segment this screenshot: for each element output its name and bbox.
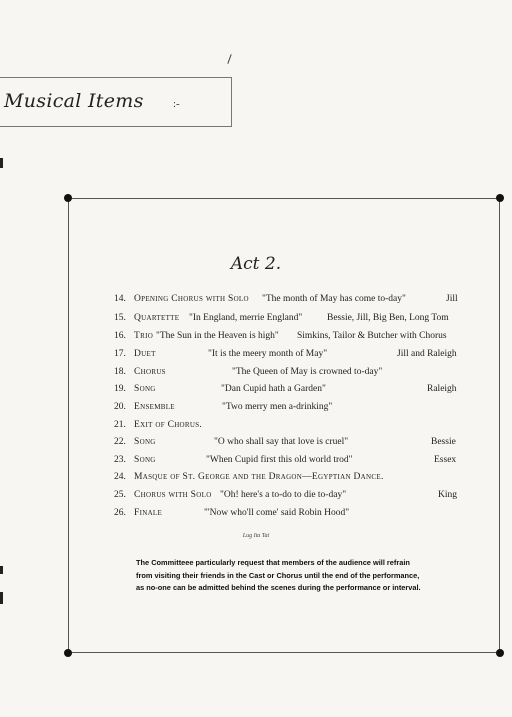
item-number: 18.	[114, 367, 126, 377]
frame-corner-dot	[496, 649, 504, 657]
item-type: Duet	[134, 349, 156, 359]
program-item	[0, 349, 512, 363]
item-performers: Raleigh	[427, 384, 457, 394]
committee-notice	[136, 557, 466, 595]
item-performers: King	[438, 490, 457, 500]
item-type: Song	[134, 437, 156, 447]
program-item	[0, 331, 512, 345]
item-type: Finale	[134, 508, 163, 518]
item-number: 19.	[114, 384, 126, 394]
item-performers: Bessie, Jill, Big Ben, Long Tom	[327, 313, 449, 323]
item-type: Ensemble	[134, 402, 175, 412]
margin-mark	[0, 566, 3, 574]
frame-corner-dot	[64, 194, 72, 202]
margin-mark	[0, 158, 3, 168]
item-number: 24.	[114, 472, 126, 482]
item-number: 21.	[114, 420, 126, 430]
item-title: "In England, merrie England"	[189, 313, 303, 323]
item-number: 16.	[114, 331, 126, 341]
frame-corner-dot	[496, 194, 504, 202]
program-item	[0, 402, 512, 416]
program-item	[0, 437, 512, 451]
program-item	[0, 313, 512, 327]
item-type: Chorus	[134, 367, 166, 377]
item-type: Song	[134, 455, 156, 465]
program-item	[0, 367, 512, 381]
item-title: "When Cupid first this old world trod"	[206, 455, 353, 465]
item-title: "Dan Cupid hath a Garden"	[221, 384, 326, 394]
item-performers: Simkins, Tailor & Butcher with Chorus	[297, 331, 447, 341]
notice-line: from visiting their friends in the Cast or Chorus until the end of the performance,	[136, 570, 420, 580]
item-performers: Bessie	[431, 437, 456, 447]
frame-corner-dot	[64, 649, 72, 657]
item-type: Trio	[134, 331, 154, 341]
item-performers: Jill	[446, 294, 458, 304]
program-item	[0, 455, 512, 469]
item-type: Quartette	[134, 313, 180, 323]
program-item	[0, 384, 512, 398]
item-title: "'Now who'll come' said Robin Hood"	[204, 508, 350, 518]
pen-mark	[227, 54, 231, 64]
act-title: Act 2.	[230, 254, 282, 274]
item-number: 22.	[114, 437, 126, 447]
item-number: 25.	[114, 490, 126, 500]
item-type: Masque of St. George and the Dragon—Egyptian Dance.	[134, 472, 384, 482]
notice-line: The Committeee particularly request that members of the audience will refrain	[136, 558, 410, 567]
title-mark: :-	[173, 98, 180, 110]
item-title: "Oh! here's a to-do to die to-day"	[220, 490, 347, 500]
item-number: 15.	[114, 313, 126, 323]
item-number: 26.	[114, 508, 126, 518]
decorative-flourish: Lug Ita Tat	[242, 533, 270, 539]
program-item	[0, 294, 512, 308]
item-performers: Essex	[434, 455, 457, 465]
item-type: Opening Chorus with Solo	[134, 294, 249, 304]
notice-line: as no-one can be admitted behind the scenes during the performance or interval.	[136, 583, 421, 592]
item-title: "The Sun in the Heaven is high"	[156, 331, 279, 341]
program-item	[0, 490, 512, 504]
item-type: Chorus with Solo	[134, 490, 212, 500]
program-item	[0, 472, 512, 486]
item-type: Song	[134, 384, 156, 394]
item-title: "Two merry men a-drinking"	[222, 402, 333, 412]
program-item	[0, 508, 512, 522]
item-performers: Jill and Raleigh	[397, 349, 457, 359]
program-item	[0, 420, 512, 434]
item-title: "It is the meery month of May"	[208, 349, 328, 359]
item-number: 20.	[114, 402, 126, 412]
item-title: "O who shall say that love is cruel"	[214, 437, 349, 447]
item-number: 23.	[114, 455, 126, 465]
item-title: "The month of May has come to-day"	[262, 294, 406, 304]
item-title: "The Queen of May is crowned to-day"	[232, 367, 383, 377]
margin-mark	[0, 592, 3, 604]
item-type: Exit of Chorus.	[134, 420, 203, 430]
item-number: 17.	[114, 349, 126, 359]
section-title: Musical Items	[4, 90, 144, 112]
item-number: 14.	[114, 294, 126, 304]
